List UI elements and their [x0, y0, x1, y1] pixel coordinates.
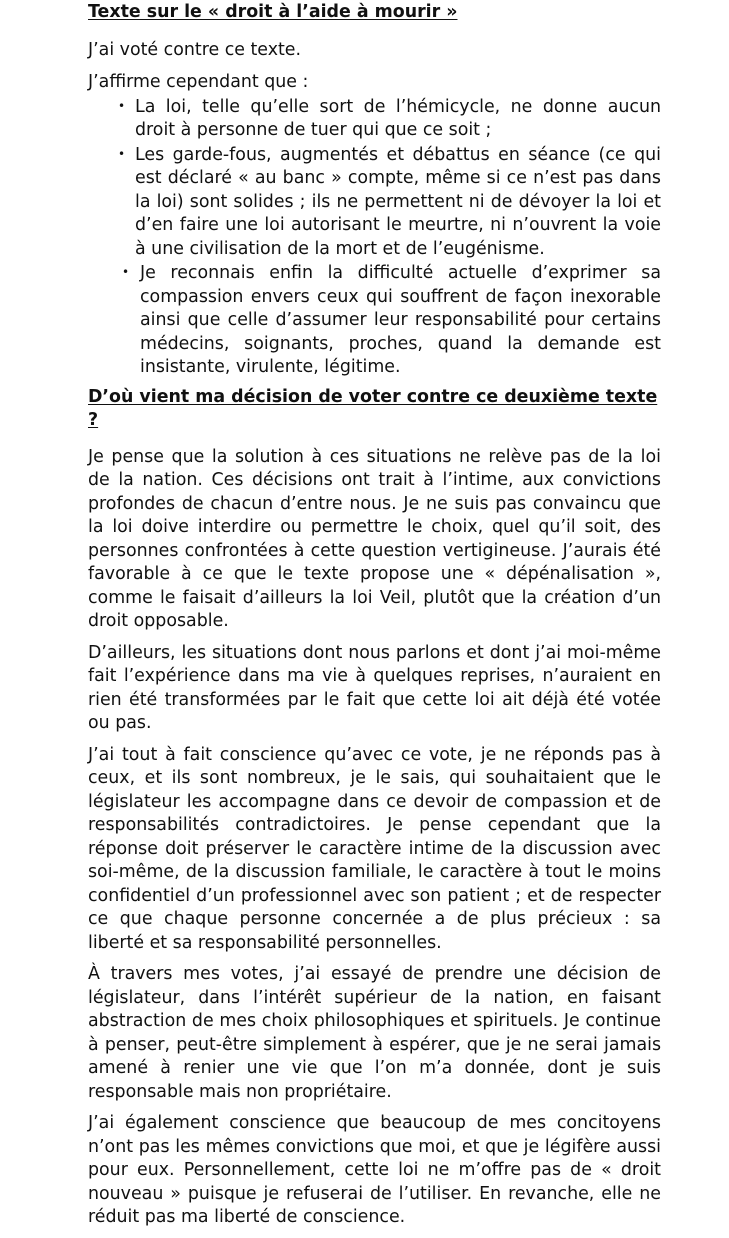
paragraph: J’ai tout à fait conscience qu’avec ce vote, je ne réponds pas à ceux, et ils sont nombreux, je le sais, qui souhaitaient que le législateur les accompagne dans ce devoir de compassion et de responsabilités contradictoires. Je pense cependant que la réponse doit préserver le caractère intime de la discussion avec soi-même, de la discussion familiale, le caractère à tout le moins confidentiel d’un professionnel avec son patient ; et de respecter ce que chaque personne concernée a de plus précieux : sa liberté et sa responsabilité personnelles.: [88, 744, 661, 953]
list-item-text: Les garde-fous, augmentés et débattus en séance (ce qui est déclaré « au banc » compte, même si ce n’est pas dans la loi) sont solides ; ils ne permettent ni de dévoyer la loi et d’en faire une loi autorisant le meurtre, ni n’ouvrent la voie à une civilisation de la mort et de l’eugénisme.: [135, 144, 661, 259]
bullet-icon: •: [118, 146, 126, 161]
paragraph: À travers mes votes, j’ai essayé de prendre une décision de législateur, dans l’intérêt supérieur de la nation, en faisant abstraction de mes choix philosophiques et spirituels. Je continue à penser, peut-être simplement à espérer, que je ne serai jamais amené à renier une vie que l’on m’a donnée, dont je suis responsable mais non propriétaire.: [88, 964, 661, 1102]
document-heading-1: Texte sur le « droit à l’aide à mourir »: [88, 2, 458, 22]
bullet-icon: •: [118, 98, 126, 113]
paragraph: D’ailleurs, les situations dont nous parlons et dont j’ai moi-même fait l’expérience dans ma vie à quelques reprises, n’auraient en rien été transformées par le fait que cette loi ait déjà été votée ou pas.: [88, 642, 661, 733]
paragraph: Je pense que la solution à ces situations ne relève pas de la loi de la nation. Ces décisions ont trait à l’intime, aux convictions profondes de chacun d’entre nous. Je ne suis pas convaincu que la loi doive interdire ou permettre le choix, quel qu’il soit, des personnes confrontées à cette question vertigineuse. J’aurais été favorable à ce que le texte propose une « dépénalisation », comme le faisait d’ailleurs la loi Veil, plutôt que la création d’un droit opposable.: [88, 446, 661, 631]
list-item: [88, 261, 661, 380]
list-item-text: La loi, telle qu’elle sort de l’hémicycle, ne donne aucun droit à personne de tuer qui que ce soit ;: [135, 96, 661, 140]
affirmation-list: [88, 95, 661, 380]
document-heading-2: D’où vient ma décision de voter contre ce deuxième texte ?: [88, 386, 658, 430]
paragraph: J’ai également conscience que beaucoup de mes concitoyens n’ont pas les mêmes convictions que moi, et que je légifère aussi pour eux. Personnellement, cette loi ne m’offre pas de « droit nouveau » puisque je refuserai de l’utiliser. En revanche, elle ne réduit pas ma liberté de conscience.: [88, 1113, 661, 1227]
intro-affirmation: J’affirme cependant que :: [88, 72, 309, 92]
list-item: [88, 95, 661, 143]
document-page: [88, 1, 661, 1238]
list-item: [88, 143, 661, 262]
intro-vote-statement: J’ai voté contre ce texte.: [88, 39, 302, 60]
list-item-text: Je reconnais enfin la difficulté actuelle d’exprimer sa compassion envers ceux qui souffrent de façon inexorable ainsi que celle d’assumer leur responsabilité pour certains médecins, soignants, proches, quand la demande est insistante, virulente, légitime.: [140, 263, 661, 377]
bullet-icon: •: [122, 265, 130, 279]
